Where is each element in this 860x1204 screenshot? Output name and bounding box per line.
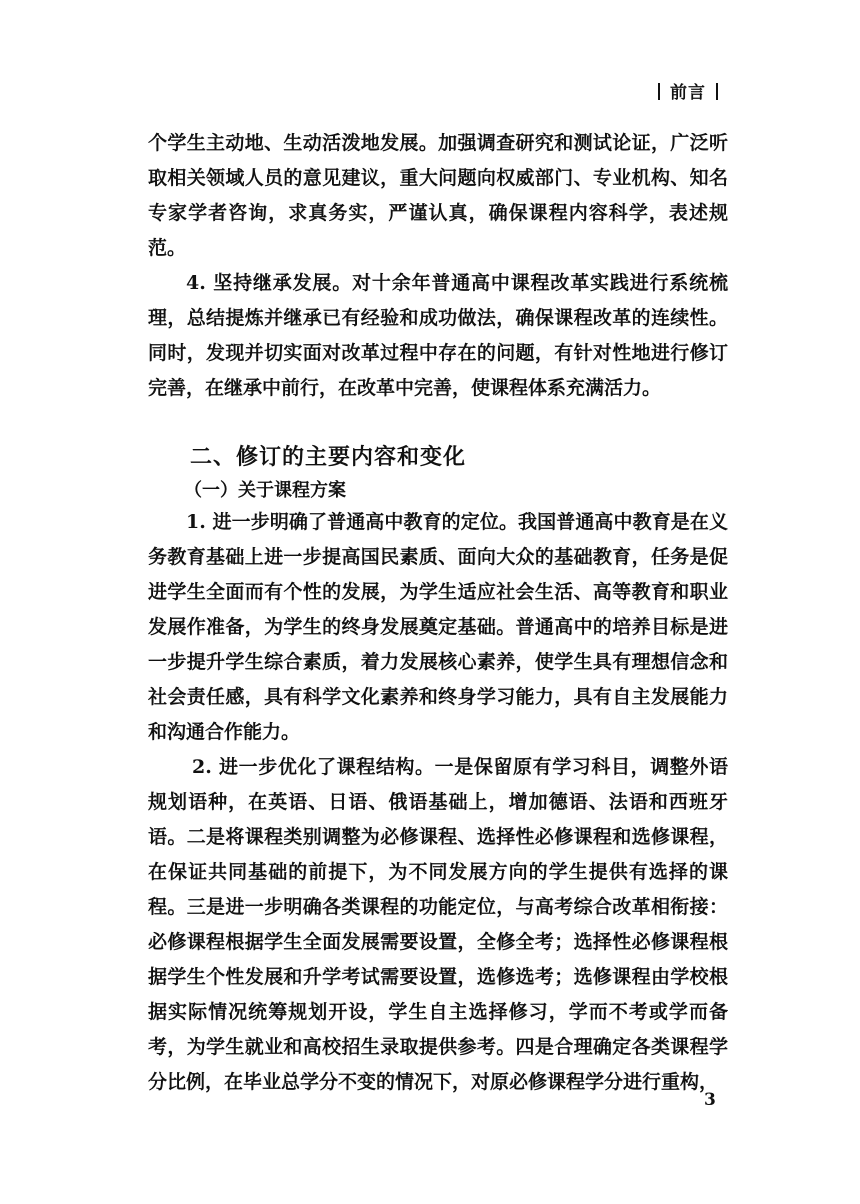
text-block-bottom bbox=[148, 505, 728, 1100]
running-head-left-bar bbox=[658, 83, 660, 100]
text-block-top bbox=[148, 126, 728, 406]
paragraph-continued: 个学生主动地、生动活泼地发展。加强调查研究和测试论证，广泛听取相关领域人员的意见建议，重大问题向权威部门、专业机构、知名专家学者咨询，求真务实，严谨认真，确保课程内容科学，表述规范。 bbox=[148, 132, 728, 259]
subsection-heading: （一）关于课程方案 bbox=[184, 480, 346, 501]
page-number: 3 bbox=[704, 1090, 716, 1110]
paragraph-education-positioning: 1. 进一步明确了普通高中教育的定位。我国普通高中教育是在义务教育基础上进一步提高国民素质、面向大众的基础教育，任务是促进学生全面而有个性的发展，为学生适应社会生活、高等教育和职业发展作准备，为学生的终身发展奠定基础。普通高中的培养目标是进一步提升学生综合素质，着力发展核心素养，使学生具有理想信念和社会责任感，具有科学文化素养和终身学习能力，具有自主发展能力和沟通合作能力。 bbox=[148, 511, 728, 743]
paragraph-curriculum-structure: 2. 进一步优化了课程结构。一是保留原有学习科目，调整外语规划语种，在英语、日语、俄语基础上，增加德语、法语和西班牙语。二是将课程类别调整为必修课程、选择性必修课程和选修课程，在保证共同基础的前提下，为不同发展方向的学生提供有选择的课程。三是进一步明确各类课程的功能定位，与高考综合改革相衔接：必修课程根据学生全面发展需要设置，全修全考；选择性必修课程根据学生个性发展和升学考试需要设置，选修选考；选修课程由学校根据实际情况统筹规划开设，学生自主选择修习，学而不考或学而备考，为学生就业和高校招生录取提供参考。四是合理确定各类课程学分比例，在毕业总学分不变的情况下，对原必修课程学分进行重构， bbox=[148, 756, 728, 1093]
paragraph-inherit-develop: 4. 坚持继承发展。对十余年普通高中课程改革实践进行系统梳理，总结提炼并继承已有经验和成功做法，确保课程改革的连续性。同时，发现并切实面对改革过程中存在的问题，有针对性地进行修订完善，在继承中前行，在改革中完善，使课程体系充满活力。 bbox=[148, 272, 728, 399]
section-heading: 二、修订的主要内容和变化 bbox=[190, 444, 467, 470]
running-head-title: 前言 bbox=[670, 83, 706, 103]
running-head bbox=[648, 78, 728, 103]
running-head-right-bar bbox=[716, 83, 718, 100]
